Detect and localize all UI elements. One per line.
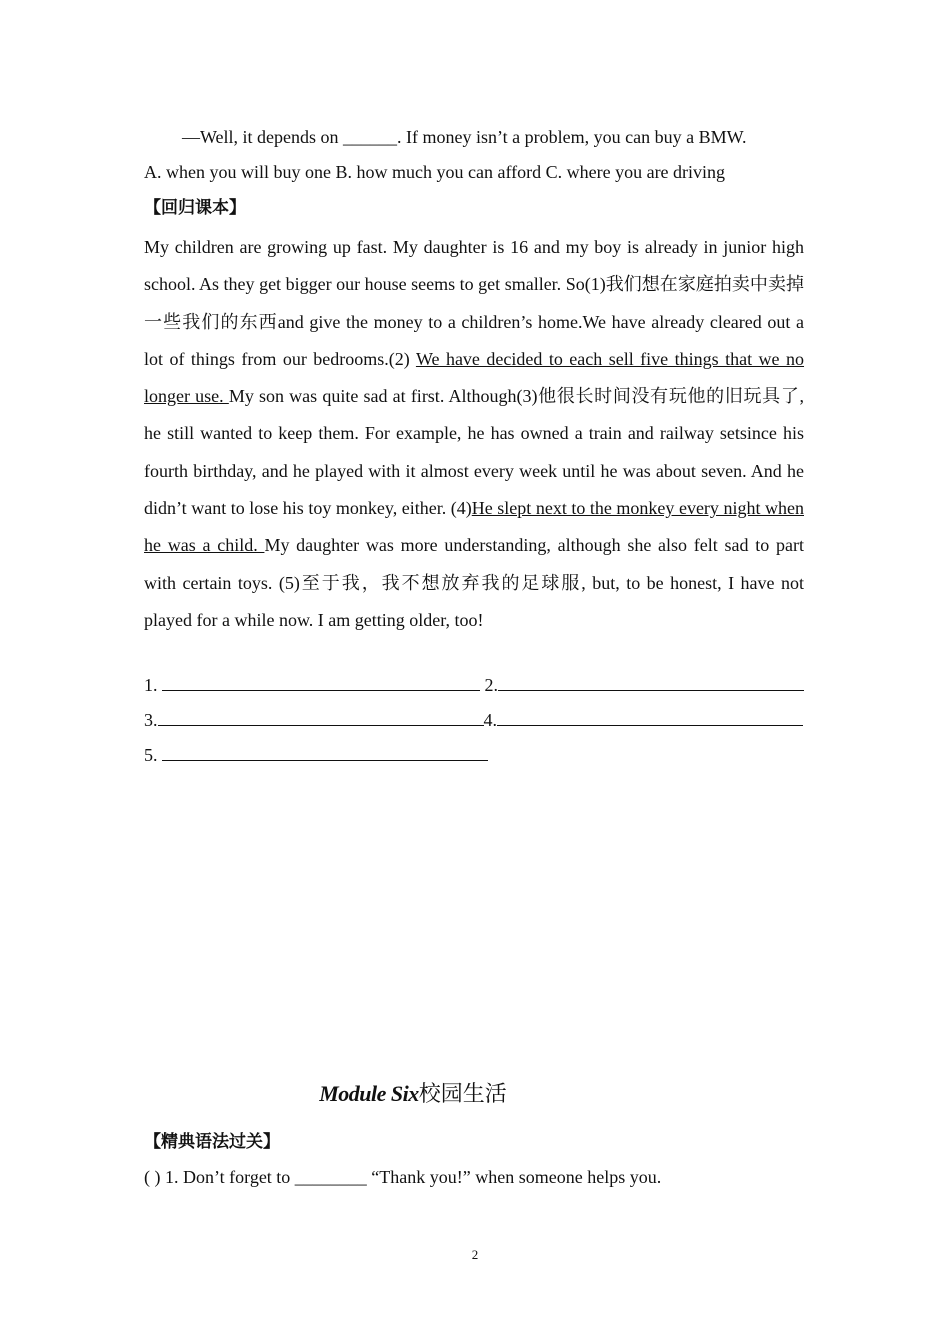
- answer-label-1: 1.: [144, 675, 162, 695]
- underlined-sentence-2: We have decided to each sell five things that we no longer use.: [144, 348, 805, 407]
- answer-blank-3[interactable]: [158, 709, 484, 726]
- answer-label-2: 2.: [480, 675, 498, 695]
- grammar-question-1: ( ) 1. Don’t forget to ________ “Thank you!” when someone helps you.: [144, 1167, 662, 1187]
- answer-row-3-4: [144, 708, 803, 732]
- passage-part-3: My daughter was more understanding, although she also felt sad to part with certain toys. (5)至于我，我不想放弃我的足球服, but, to be honest, I have not played for a while now. I am getting older, too!: [144, 535, 804, 630]
- page-number: 2: [471, 1247, 479, 1262]
- module-title-en: Module Six: [319, 1081, 419, 1106]
- underlined-sentence-4: He slept next to the monkey every night when he was a child.: [144, 498, 804, 556]
- answer-row-5: [144, 743, 488, 767]
- module-title-cn: 校园生活: [418, 1081, 507, 1106]
- module-title: [0, 1077, 826, 1108]
- textbook-heading: 【回归课本】: [144, 198, 246, 218]
- passage-part-2: My son was quite sad at first. Although(3)他很长时间没有玩他的旧玩具了, he still wanted to keep them. For example, he has owned a train and railway setsince his fourth birthday, and he played with it almost every week until he was about seven. And he didn’t want to lose his toy monkey, either. (4): [144, 386, 805, 519]
- dialogue-line: —Well, it depends on ______. If money isn’t a problem, you can buy a BMW.: [182, 127, 747, 147]
- answer-label-4: 4.: [483, 710, 497, 730]
- answer-blank-5[interactable]: [162, 744, 488, 761]
- answer-blank-2[interactable]: [498, 674, 804, 691]
- grammar-heading: 【精典语法过关】: [144, 1132, 280, 1152]
- answer-label-3: 3.: [144, 710, 158, 730]
- reading-passage: [144, 229, 804, 639]
- answer-blank-1[interactable]: [162, 674, 480, 691]
- answer-options: A. when you will buy one B. how much you can afford C. where you are driving: [144, 162, 726, 182]
- answer-row-1-2: [144, 673, 804, 697]
- passage-part-1: My children are growing up fast. My daughter is 16 and my boy is already in junior high school. As they get bigger our house seems to get smaller. So(1)我们想在家庭拍卖中卖掉一些我们的东西and give the money to a children’s home.We have already cleared out a lot of things from our bedrooms.(2): [144, 237, 804, 369]
- answer-label-5: 5.: [144, 745, 162, 765]
- answer-blank-4[interactable]: [497, 709, 803, 726]
